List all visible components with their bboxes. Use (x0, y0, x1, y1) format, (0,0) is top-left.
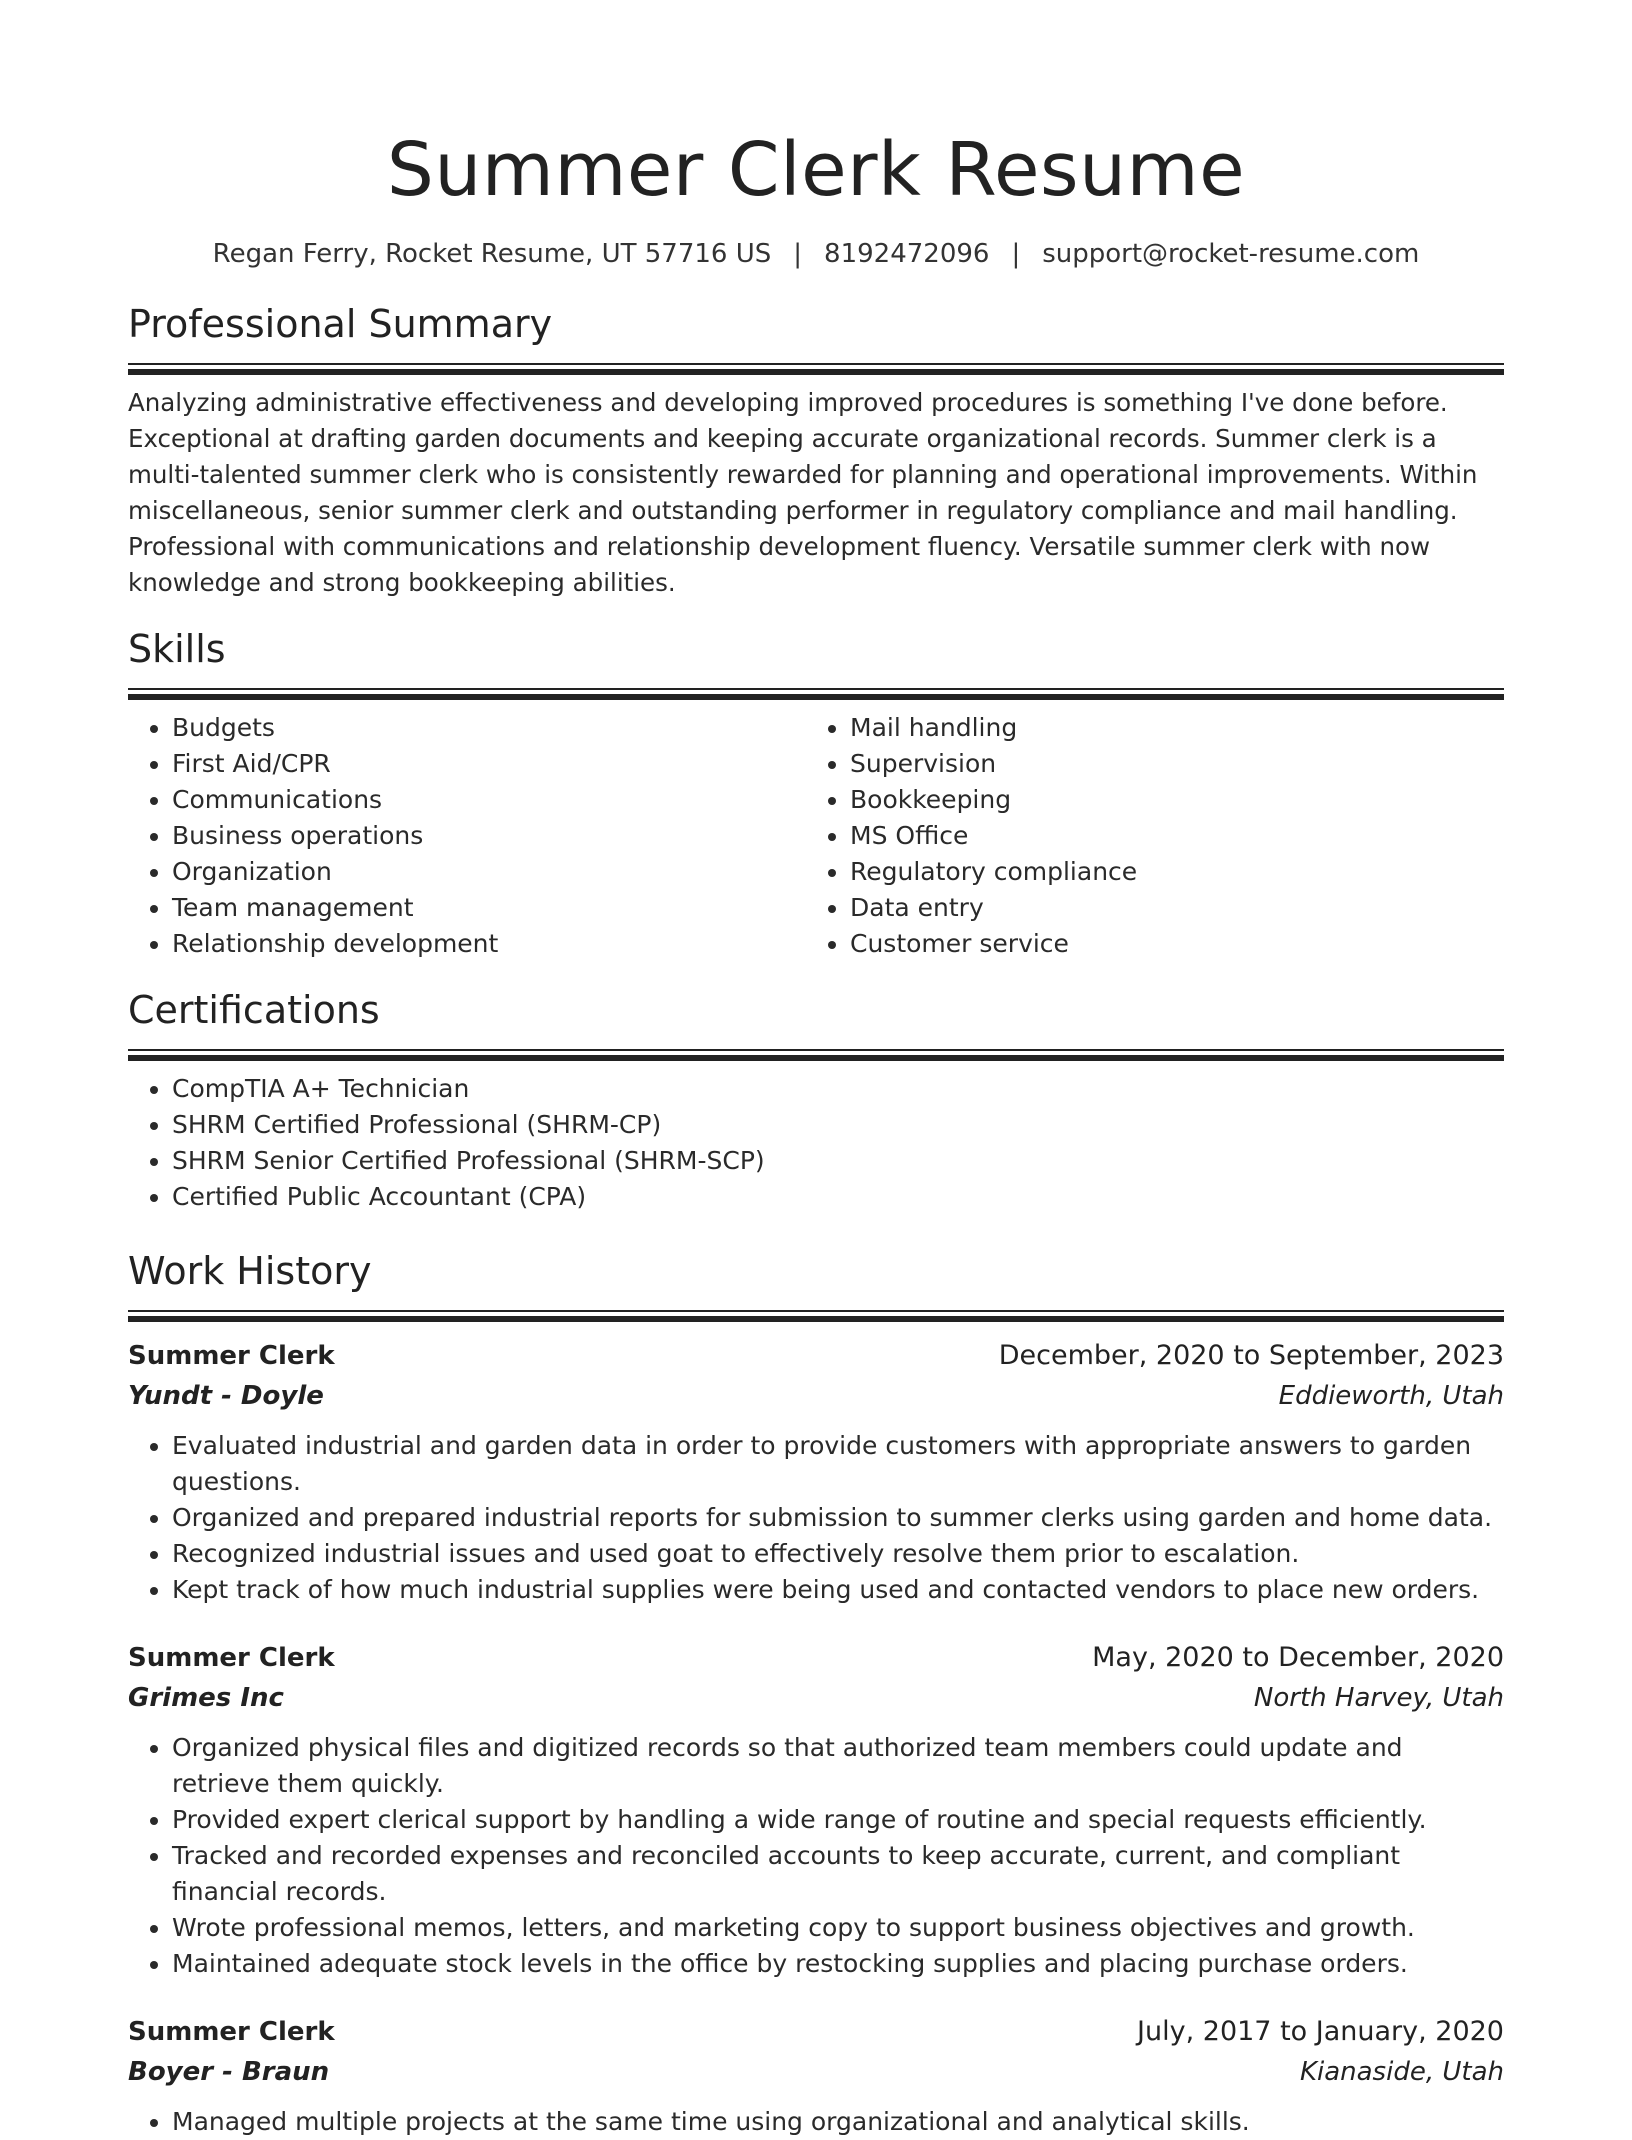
job-dates: May, 2020 to December, 2020 (1092, 1642, 1504, 1673)
job-location: North Harvey, Utah (1253, 1683, 1504, 1713)
skill-item: • Supervision (850, 746, 1484, 782)
section-summary (128, 300, 1504, 601)
section-certifications (128, 986, 1504, 1215)
job-bullet: • Evaluated industrial and garden data in order to provide customers with appropriate answers to garden questions. (172, 1428, 1504, 1500)
job-company: Grimes Inc (128, 1683, 284, 1713)
job-bullet: • Managed multiple projects at the same time using organizational and analytical skills. (172, 2104, 1504, 2140)
skill-item: • MS Office (850, 818, 1484, 854)
job-header (128, 2014, 1504, 2050)
job-bullet: • Wrote professional memos, letters, and marketing copy to support business objectives and growth. (172, 1910, 1504, 1946)
job-bullet: • Kept track of how much industrial supplies were being used and contacted vendors to place new orders. (172, 1572, 1504, 1608)
contact-phone: 8192472096 (824, 239, 990, 269)
skills-list-right (806, 710, 1484, 962)
skill-item: • Mail handling (850, 710, 1484, 746)
job-bullet: • Maintained adequate stock levels in the office by restocking supplies and placing purchase orders. (172, 1946, 1504, 1982)
section-heading: Certifications (128, 988, 380, 1032)
certification-item: • SHRM Certified Professional (SHRM-CP) (172, 1107, 1504, 1143)
job-subheader (128, 1378, 1504, 1414)
job-entry (128, 1338, 1504, 1608)
job-company: Boyer - Braun (128, 2057, 330, 2087)
skill-item: • Bookkeeping (850, 782, 1484, 818)
section-work-history (128, 1247, 1504, 2140)
skill-item: • Budgets (172, 710, 806, 746)
job-bullets (128, 2104, 1504, 2140)
skill-item: • Relationship development (172, 926, 806, 962)
skill-item: • Organization (172, 854, 806, 890)
job-bullets (128, 1428, 1504, 1608)
certifications-list (128, 1071, 1504, 1215)
section-divider (128, 363, 1504, 375)
skill-item: • First Aid/CPR (172, 746, 806, 782)
summary-paragraph: Analyzing administrative effectiveness and developing improved procedures is something I've done before. Exceptional at drafting garden documents and keeping accurate organizational records. Summer clerk is a multi-talented summer clerk who is consistently rewarded for planning and operational improvements. Within miscellaneous, senior summer clerk and outstanding performer in regulatory compliance and mail handling. Professional with communications and relationship development fluency. Versatile summer clerk with now knowledge and strong bookkeeping abilities. (128, 388, 1478, 597)
job-bullet: • Tracked and recorded expenses and reconciled accounts to keep accurate, current, and compliant financial records. (172, 1838, 1504, 1910)
contact-email[interactable]: support@rocket-resume.com (1042, 239, 1420, 269)
job-header (128, 1640, 1504, 1676)
contact-separator: | (1011, 239, 1021, 269)
skill-item: • Team management (172, 890, 806, 926)
job-dates: December, 2020 to September, 2023 (998, 1340, 1504, 1371)
skills-column-right (806, 710, 1484, 962)
section-divider (128, 1049, 1504, 1061)
job-bullet: • Provided expert clerical support by handling a wide range of routine and special requests efficiently. (172, 1802, 1504, 1838)
job-company: Yundt - Doyle (128, 1381, 324, 1411)
page-title: Summer Clerk Resume (386, 127, 1246, 213)
contact-line (128, 236, 1504, 272)
certification-item: • CompTIA A+ Technician (172, 1071, 1504, 1107)
job-title: Summer Clerk (128, 2017, 335, 2047)
certification-item: • SHRM Senior Certified Professional (SHRM-SCP) (172, 1143, 1504, 1179)
job-subheader (128, 1680, 1504, 1716)
skills-list-left (128, 710, 806, 962)
job-title: Summer Clerk (128, 1643, 335, 1673)
section-divider (128, 1310, 1504, 1322)
job-location: Eddieworth, Utah (1278, 1381, 1504, 1411)
contact-address: Regan Ferry, Rocket Resume, UT 57716 US (212, 239, 772, 269)
skills-grid (128, 710, 1504, 962)
job-entry (128, 2014, 1504, 2140)
job-location: Kianaside, Utah (1299, 2057, 1504, 2087)
skills-column-left (128, 710, 806, 962)
job-bullet: • Organized physical files and digitized records so that authorized team members could update and retrieve them quickly. (172, 1730, 1504, 1802)
certification-item: • Certified Public Accountant (CPA) (172, 1179, 1504, 1215)
job-title: Summer Clerk (128, 1341, 335, 1371)
contact-separator: | (793, 239, 803, 269)
skill-item: • Customer service (850, 926, 1484, 962)
job-bullets (128, 1730, 1504, 1982)
section-heading: Work History (128, 1249, 372, 1293)
section-heading: Professional Summary (128, 302, 553, 346)
job-entry (128, 1640, 1504, 1982)
skill-item: • Communications (172, 782, 806, 818)
job-bullet: • Recognized industrial issues and used goat to effectively resolve them prior to escalation. (172, 1536, 1504, 1572)
section-divider (128, 688, 1504, 700)
resume-page (128, 0, 1504, 2140)
job-header (128, 1338, 1504, 1374)
job-dates: July, 2017 to January, 2020 (1137, 2016, 1504, 2047)
job-bullet: • Organized and prepared industrial reports for submission to summer clerks using garden and home data. (172, 1500, 1504, 1536)
skill-item: • Business operations (172, 818, 806, 854)
job-subheader (128, 2054, 1504, 2090)
skill-item: • Data entry (850, 890, 1484, 926)
section-skills (128, 625, 1504, 962)
section-heading: Skills (128, 627, 226, 671)
skill-item: • Regulatory compliance (850, 854, 1484, 890)
